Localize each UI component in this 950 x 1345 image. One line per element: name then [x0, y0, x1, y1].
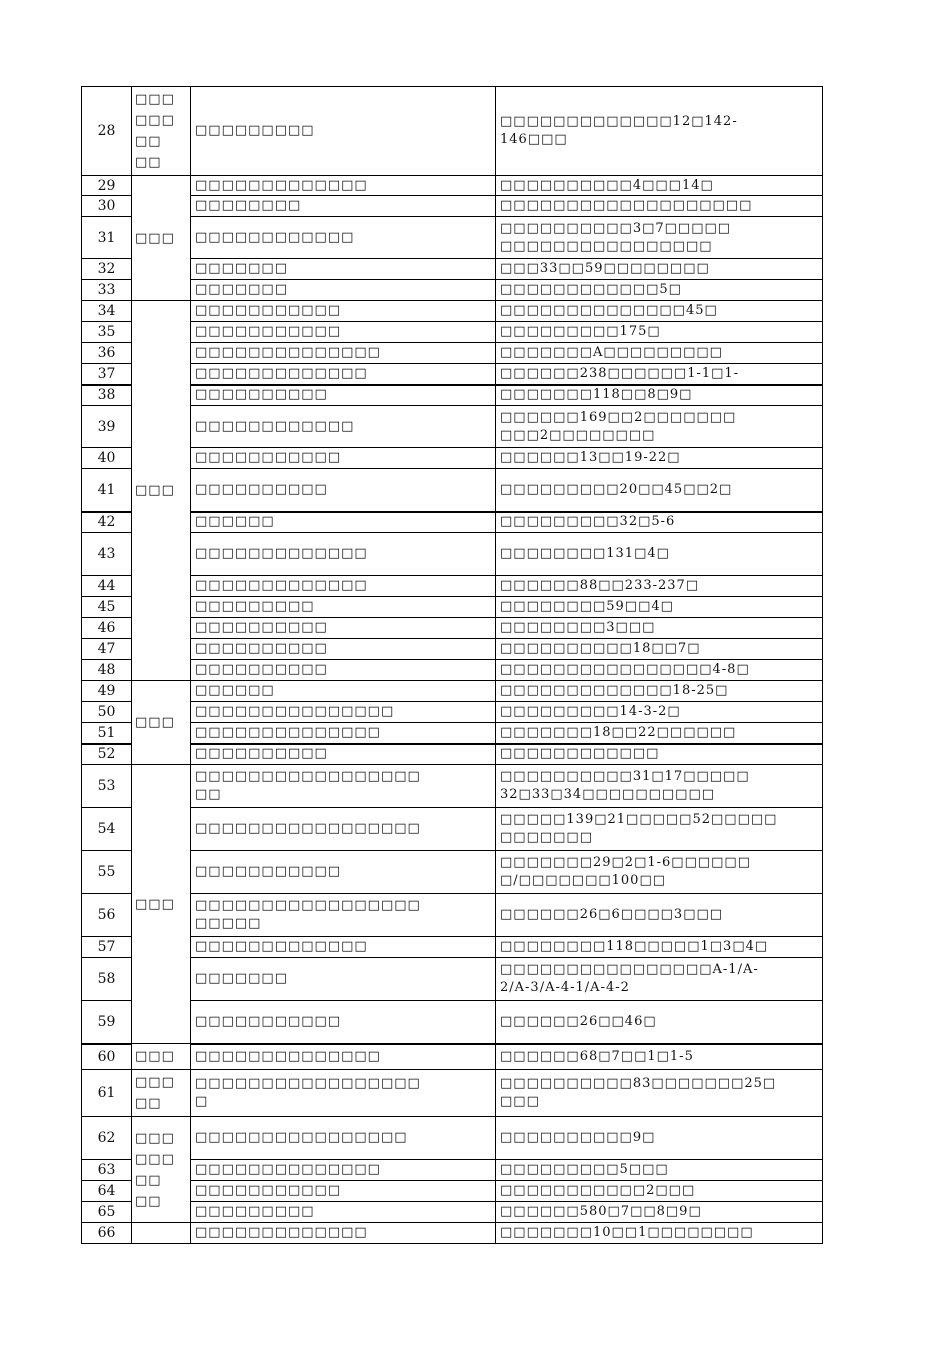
item-source: □□□□□□238□□□□□□1-1□1- — [496, 364, 823, 385]
item-source: □□□□□□88□□233-237□ — [496, 576, 823, 597]
item-name: □□□□□□□□□□□□□ — [191, 937, 496, 958]
table-row — [82, 343, 823, 364]
item-source: □□□□□□□□□□9□ — [496, 1117, 823, 1160]
table-row — [82, 1044, 823, 1070]
table-row — [82, 1070, 823, 1117]
row-number: 42 — [82, 512, 132, 533]
row-number: 65 — [82, 1202, 132, 1223]
item-source: □□□□□□□□□□31□17□□□□□ 32□33□34□□□□□□□□□□ — [496, 765, 823, 808]
item-name: □□□□□□□□□□ — [191, 618, 496, 639]
row-number: 56 — [82, 894, 132, 937]
category-cell — [132, 1223, 191, 1244]
table-row — [82, 1223, 823, 1244]
table-row — [82, 1202, 823, 1223]
item-name: □□□□□□□□□□□□□ — [191, 1223, 496, 1244]
table-row — [82, 851, 823, 894]
table-row — [82, 639, 823, 660]
table-body — [82, 87, 823, 1244]
table-row — [82, 618, 823, 639]
table-row — [82, 176, 823, 196]
row-number: 54 — [82, 808, 132, 851]
item-name: □□□□□□ — [191, 681, 496, 702]
item-source: □□□□□□□□118□□□□□1□3□4□ — [496, 937, 823, 958]
item-name: □□□□□□□□□□□ — [191, 322, 496, 343]
table-row — [82, 765, 823, 808]
table-row — [82, 1001, 823, 1044]
row-number: 37 — [82, 364, 132, 385]
table-row — [82, 196, 823, 217]
row-number: 35 — [82, 322, 132, 343]
item-source: □□□□□□□□□□3□7□□□□□ □□□□□□□□□□□□□□□□ — [496, 217, 823, 259]
item-name: □□□□□□□□□□□□□ — [191, 364, 496, 385]
item-source: □□□□□□□□131□4□ — [496, 533, 823, 576]
table-row — [82, 364, 823, 385]
table-row — [82, 469, 823, 512]
item-name: □□□□□□ — [191, 512, 496, 533]
row-number: 57 — [82, 937, 132, 958]
table-row — [82, 512, 823, 533]
row-number: 28 — [82, 87, 132, 176]
item-source: □□□□□□169□□2□□□□□□□ □□□2□□□□□□□□ — [496, 406, 823, 448]
item-name: □□□□□□□□□□□□□□□□□ — [191, 808, 496, 851]
row-number: 49 — [82, 681, 132, 702]
category-cell: □□□ — [132, 176, 191, 301]
item-name: □□□□□□□□□□□□□ — [191, 533, 496, 576]
row-number: 45 — [82, 597, 132, 618]
row-number: 39 — [82, 406, 132, 448]
item-source: □□□□□□□29□2□1-6□□□□□□ □/□□□□□□□100□□ — [496, 851, 823, 894]
item-source: □□□□□□□□□20□□45□□2□ — [496, 469, 823, 512]
table-row — [82, 723, 823, 744]
row-number: 30 — [82, 196, 132, 217]
item-source: □□□□□□□□□□□□□□45□ — [496, 301, 823, 322]
category-cell: □□□ — [132, 301, 191, 681]
table-row — [82, 301, 823, 322]
item-source: □□□□□□□□□□□□□□□□□□□ — [496, 196, 823, 217]
row-number: 46 — [82, 618, 132, 639]
item-name: □□□□□□□□□□ — [191, 469, 496, 512]
item-source: □□□□□□68□7□□1□1-5 — [496, 1044, 823, 1070]
category-cell: □□□ — [132, 681, 191, 765]
row-number: 34 — [82, 301, 132, 322]
item-name: □□□□□□□□□ — [191, 597, 496, 618]
item-name: □□□□□□□□□□ — [191, 639, 496, 660]
category-cell: □□□ — [132, 765, 191, 1044]
item-source: □□□□□139□21□□□□□52□□□□□ □□□□□□□ — [496, 808, 823, 851]
item-name: □□□□□□□□□□□□□□□□□ □□ — [191, 765, 496, 808]
table-row — [82, 958, 823, 1001]
row-number: 51 — [82, 723, 132, 744]
table-row — [82, 597, 823, 618]
item-source: □□□□□□26□6□□□□3□□□ — [496, 894, 823, 937]
item-name: □□□□□□□□□□□ — [191, 851, 496, 894]
item-name: □□□□□□□ — [191, 280, 496, 301]
item-source: □□□□□□□□□14-3-2□ — [496, 702, 823, 723]
table-row — [82, 1160, 823, 1181]
row-number: 31 — [82, 217, 132, 259]
row-number: 29 — [82, 176, 132, 196]
item-source: □□□□□□□□□□4□□□14□ — [496, 176, 823, 196]
data-table — [81, 86, 823, 1244]
table-row — [82, 1117, 823, 1160]
table-row — [82, 322, 823, 343]
row-number: 40 — [82, 448, 132, 469]
item-source: □□□□□□□□3□□□ — [496, 618, 823, 639]
item-name: □□□□□□□□□□□□ — [191, 217, 496, 259]
table-row — [82, 744, 823, 765]
item-source: □□□□□□□10□□1□□□□□□□□ — [496, 1223, 823, 1244]
row-number: 62 — [82, 1117, 132, 1160]
row-number: 61 — [82, 1070, 132, 1117]
row-number: 64 — [82, 1181, 132, 1202]
table-row — [82, 937, 823, 958]
row-number: 53 — [82, 765, 132, 808]
row-number: 52 — [82, 744, 132, 765]
item-source: □□□33□□59□□□□□□□□ — [496, 259, 823, 280]
item-name: □□□□□□□□□□□□□□□□□ □ — [191, 1070, 496, 1117]
item-source: □□□□□□□□□□□2□□□ — [496, 1181, 823, 1202]
item-source: □□□□□□□□□5□□□ — [496, 1160, 823, 1181]
item-source: □□□□□□□□□□18□□7□ — [496, 639, 823, 660]
row-number: 44 — [82, 576, 132, 597]
item-source: □□□□□□□118□□8□9□ — [496, 385, 823, 406]
table-row — [82, 808, 823, 851]
item-name: □□□□□□□ — [191, 958, 496, 1001]
category-cell: □□□ □□□ □□ □□ — [132, 1117, 191, 1223]
table-row — [82, 894, 823, 937]
row-number: 55 — [82, 851, 132, 894]
item-name: □□□□□□□□□□□□□□□□□ □□□□□ — [191, 894, 496, 937]
item-source: □□□□□□□□□□□□ — [496, 744, 823, 765]
item-name: □□□□□□□□□□ — [191, 744, 496, 765]
item-name: □□□□□□□□□□□□□□ — [191, 1044, 496, 1070]
table-row — [82, 280, 823, 301]
row-number: 66 — [82, 1223, 132, 1244]
item-source: □□□□□□26□□46□ — [496, 1001, 823, 1044]
table-row — [82, 533, 823, 576]
item-name: □□□□□□□□□□□□□□ — [191, 343, 496, 364]
item-name: □□□□□□□□□ — [191, 1202, 496, 1223]
row-number: 58 — [82, 958, 132, 1001]
item-name: □□□□□□□□□□□□□□ — [191, 723, 496, 744]
table-row — [82, 702, 823, 723]
item-name: □□□□□□□□ — [191, 196, 496, 217]
item-name: □□□□□□□□□□□□□□ — [191, 1160, 496, 1181]
table-row — [82, 217, 823, 259]
table-row — [82, 448, 823, 469]
row-number: 63 — [82, 1160, 132, 1181]
item-source: □□□□□□□□□32□5-6 — [496, 512, 823, 533]
item-name: □□□□□□□□□□ — [191, 660, 496, 681]
table-row — [82, 576, 823, 597]
row-number: 41 — [82, 469, 132, 512]
item-source: □□□□□□580□7□□8□9□ — [496, 1202, 823, 1223]
row-number: 47 — [82, 639, 132, 660]
row-number: 59 — [82, 1001, 132, 1044]
table-row — [82, 259, 823, 280]
table-row — [82, 406, 823, 448]
row-number: 33 — [82, 280, 132, 301]
item-source: □□□□□□□□□□□□□□□□4-8□ — [496, 660, 823, 681]
item-name: □□□□□□□□□□□ — [191, 301, 496, 322]
item-name: □□□□□□□□□□□□□ — [191, 176, 496, 196]
row-number: 36 — [82, 343, 132, 364]
row-number: 43 — [82, 533, 132, 576]
item-name: □□□□□□□□□□□ — [191, 1001, 496, 1044]
row-number: 50 — [82, 702, 132, 723]
item-source: □□□□□□□□59□□4□ — [496, 597, 823, 618]
item-name: □□□□□□□□□ — [191, 87, 496, 176]
item-name: □□□□□□□□□□□□ — [191, 406, 496, 448]
item-name: □□□□□□□ — [191, 259, 496, 280]
table-row — [82, 87, 823, 176]
item-name: □□□□□□□□□□□ — [191, 1181, 496, 1202]
row-number: 38 — [82, 385, 132, 406]
category-cell: □□□ — [132, 1044, 191, 1070]
item-name: □□□□□□□□□□□ — [191, 448, 496, 469]
item-name: □□□□□□□□□□□□□ — [191, 576, 496, 597]
item-source: □□□□□□□18□□22□□□□□□ — [496, 723, 823, 744]
table-row — [82, 660, 823, 681]
item-source: □□□□□□□□□□83□□□□□□□25□ □□□ — [496, 1070, 823, 1117]
item-source: □□□□□□□□□□□□5□ — [496, 280, 823, 301]
item-source: □□□□□□□□□□□□□□□□A-1/A- 2/A-3/A-4-1/A-4-2 — [496, 958, 823, 1001]
table-row — [82, 385, 823, 406]
row-number: 48 — [82, 660, 132, 681]
item-source: □□□□□□□□□175□ — [496, 322, 823, 343]
row-number: 32 — [82, 259, 132, 280]
table-row — [82, 681, 823, 702]
item-source: □□□□□□□□□□□□□12□142- 146□□□ — [496, 87, 823, 176]
item-source: □□□□□□13□□19-22□ — [496, 448, 823, 469]
item-name: □□□□□□□□□□□□□□□ — [191, 702, 496, 723]
row-number: 60 — [82, 1044, 132, 1070]
table-row — [82, 1181, 823, 1202]
item-name: □□□□□□□□□□□□□□□□ — [191, 1117, 496, 1160]
category-cell: □□□ □□□ □□ □□ — [132, 87, 191, 176]
category-cell: □□□ □□ — [132, 1070, 191, 1117]
item-source: □□□□□□□A□□□□□□□□□ — [496, 343, 823, 364]
item-source: □□□□□□□□□□□□□18-25□ — [496, 681, 823, 702]
item-name: □□□□□□□□□□ — [191, 385, 496, 406]
